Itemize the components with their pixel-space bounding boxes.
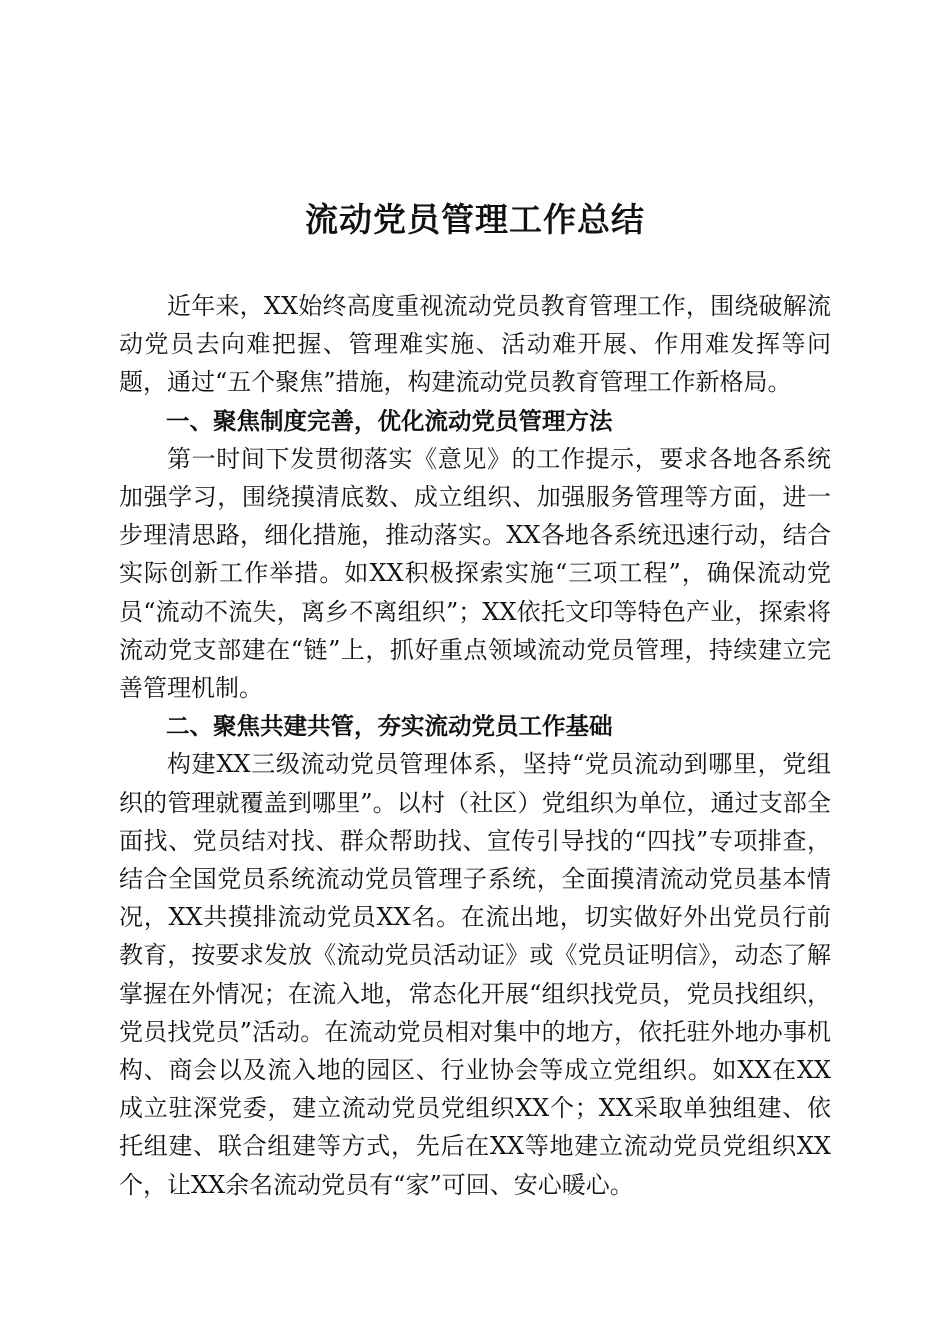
document-body <box>119 287 831 1204</box>
section-paragraph-2: 构建XX三级流动党员管理体系，坚持“党员流动到哪里，党组织的管理就覆盖到哪里”。以村（社区）党组织为单位，通过支部全面找、党员结对找、群众帮助找、宣传引导找的“四找”专项排查，结合全国党员系统流动党员管理子系统，全面摸清流动党员基本情况，XX共摸排流动党员XX名。在流出地，切实做好外出党员行前教育，按要求发放《流动党员活动证》或《党员证明信》，动态了解掌握在外情况；在流入地，常态化开展“组织找党员，党员找组织，党员找党员”活动。在流动党员相对集中的地方，依托驻外地办事机构、商会以及流入地的园区、行业协会等成立党组织。如XX在XX成立驻深党委，建立流动党员党组织XX个；XX采取单独组建、依托组建、联合组建等方式，先后在XX等地建立流动党员党组织XX个，让XX余名流动党员有“家”可回、安心暖心。 <box>119 750 831 1199</box>
document-title: 流动党员管理工作总结 <box>305 200 645 239</box>
section-heading-2: 二、聚焦共建共管，夯实流动党员工作基础 <box>166 712 613 741</box>
intro-paragraph: 近年来，XX始终高度重视流动党员教育管理工作，围绕破解流动党员去向难把握、管理难实施、活动难开展、作用难发挥等问题，通过“五个聚焦”措施，构建流动党员教育管理工作新格局。 <box>119 292 831 397</box>
section-heading-1: 一、聚焦制度完善，优化流动党员管理方法 <box>166 406 613 435</box>
section-paragraph-1: 第一时间下发贯彻落实《意见》的工作提示，要求各地各系统加强学习，围绕摸清底数、成立组织、加强服务管理等方面，进一步理清思路，细化措施，推动落实。XX各地各系统迅速行动，结合实际创新工作举措。如XX积极探索实施“三项工程”，确保流动党员“流动不流失，离乡不离组织”；XX依托文印等特色产业，探索将流动党支部建在“链”上，抓好重点领域流动党员管理，持续建立完善管理机制。 <box>119 444 831 703</box>
